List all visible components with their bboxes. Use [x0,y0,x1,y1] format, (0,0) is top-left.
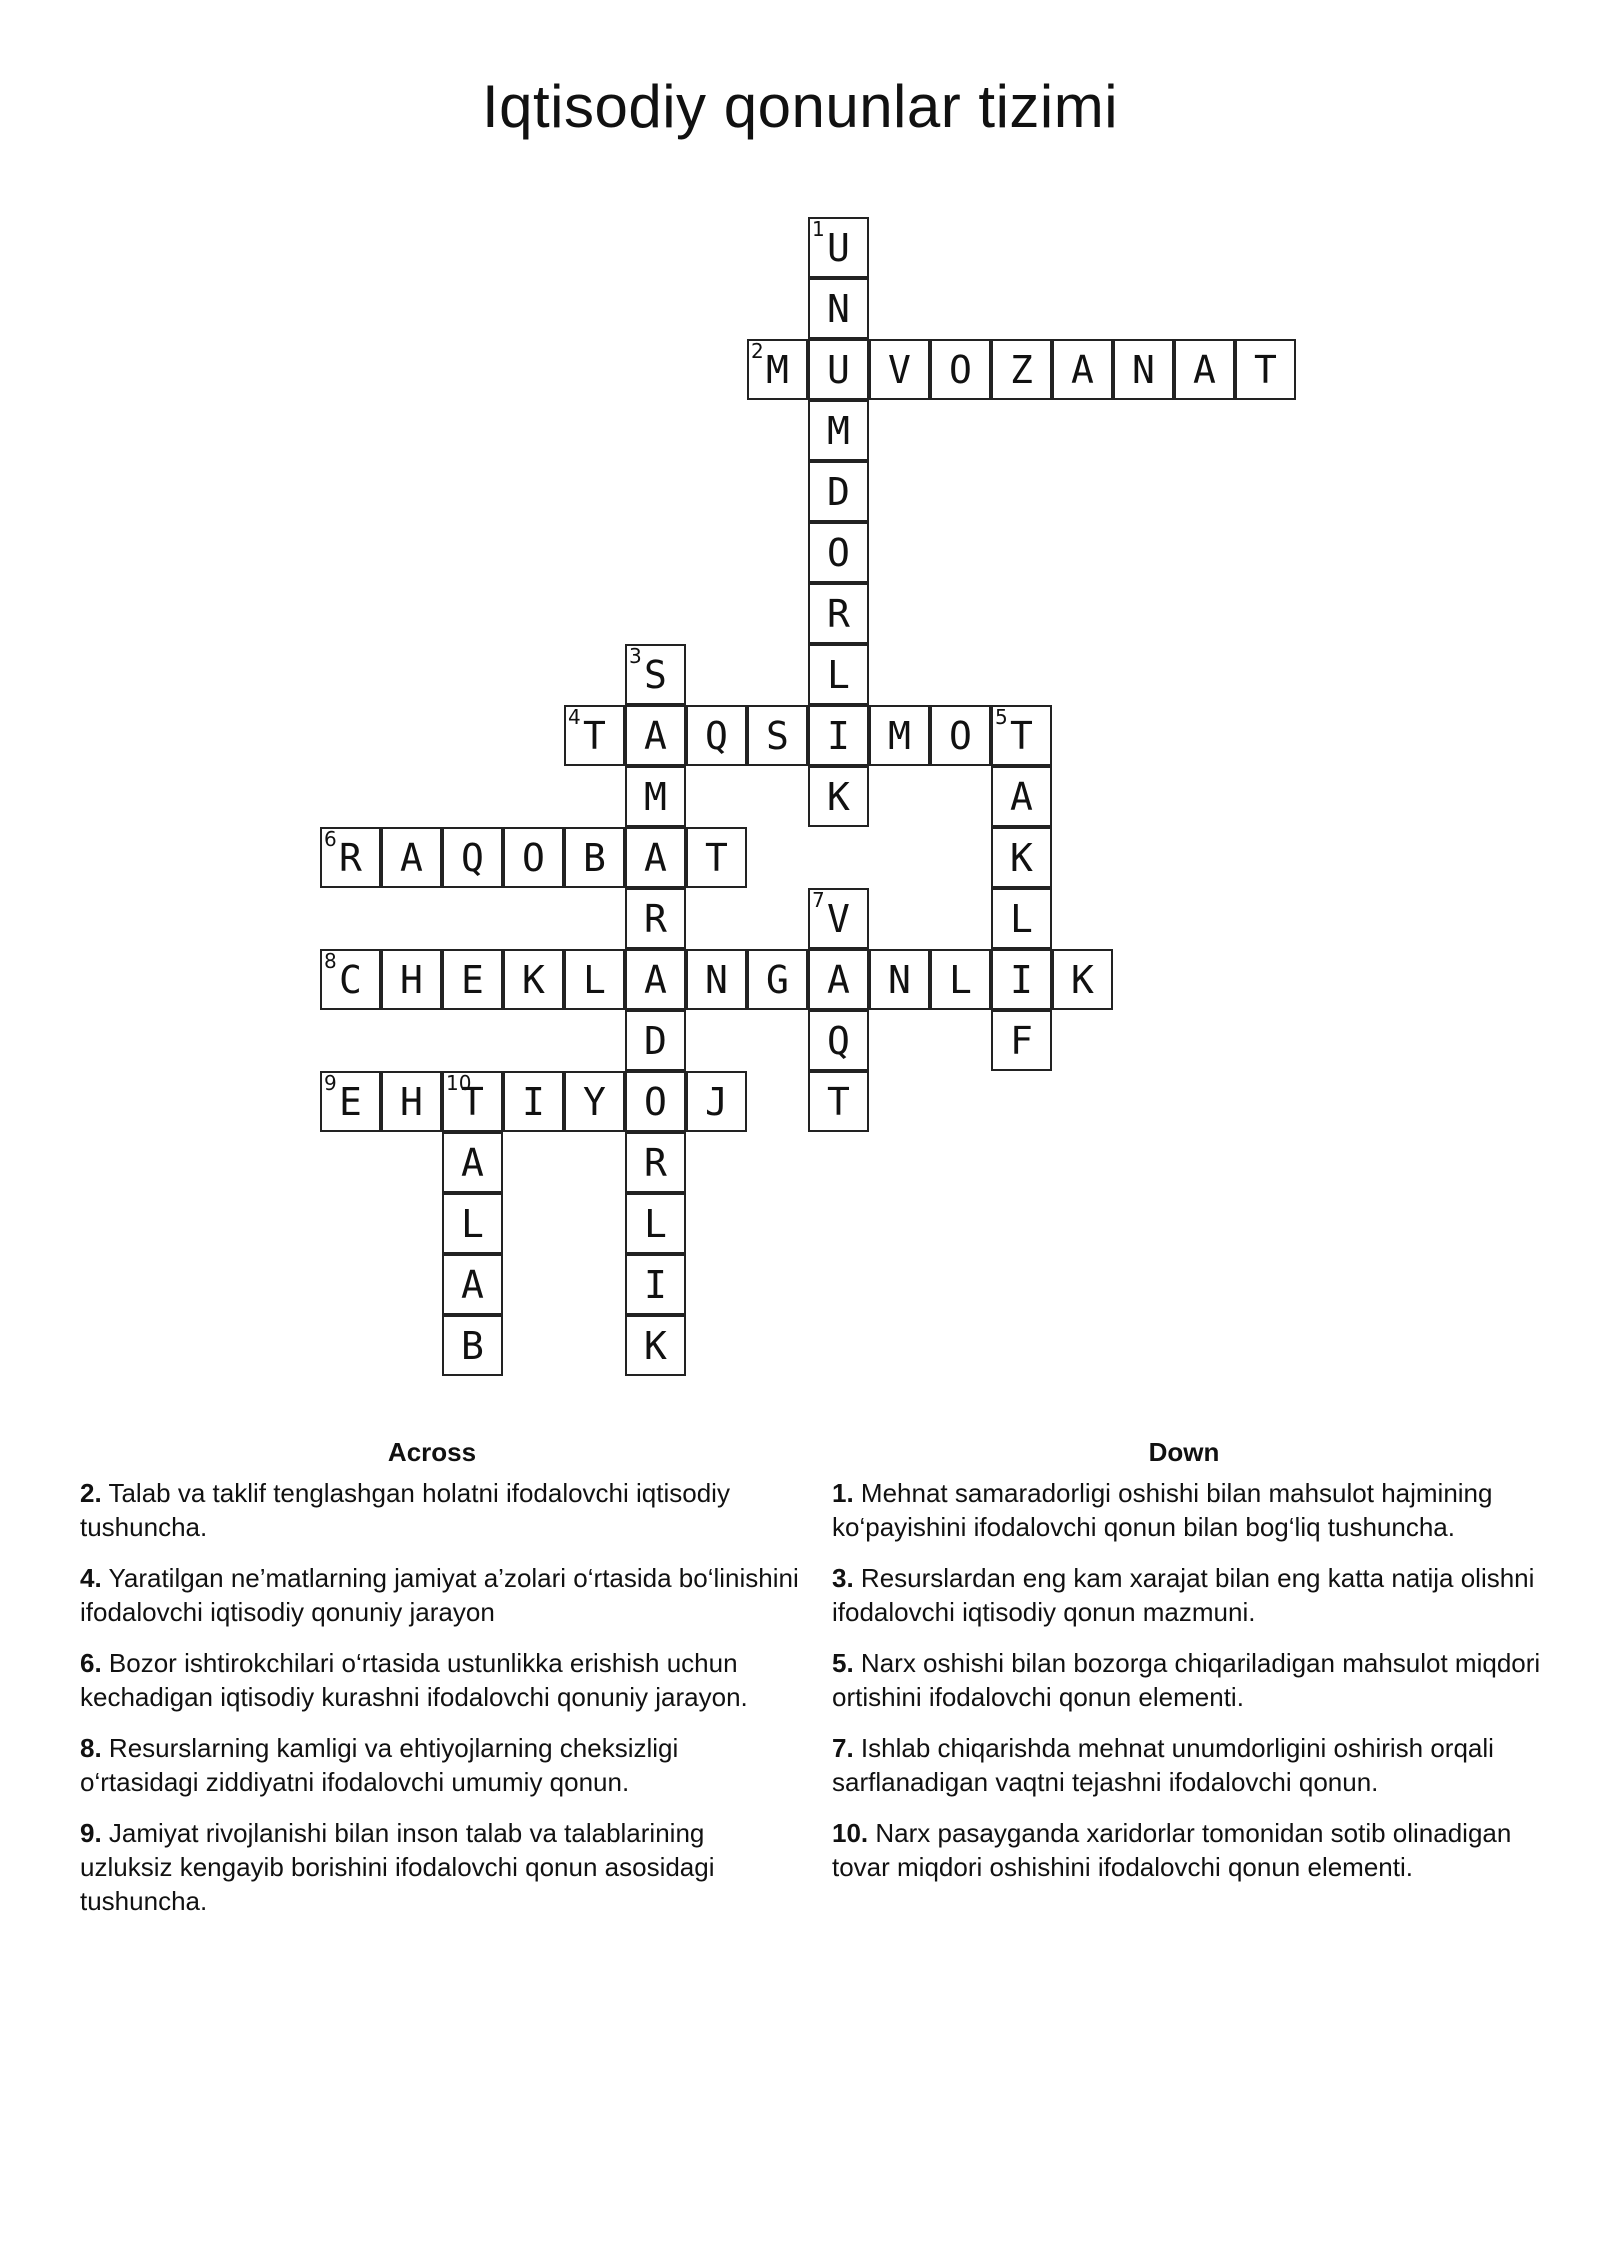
cell-letter: S [766,714,789,758]
cell-letter: L [583,958,606,1002]
grid-cell[interactable] [991,888,1052,949]
cell-letter: V [888,348,911,392]
grid-cell[interactable] [625,1315,686,1376]
grid-cell[interactable] [442,1254,503,1315]
cell-letter: Z [1010,348,1033,392]
grid-cell[interactable] [442,1071,503,1132]
grid-cell[interactable] [869,339,930,400]
cell-letter: L [644,1202,667,1246]
grid-cell[interactable] [808,644,869,705]
clue-number: 2. [80,1478,102,1508]
grid-cell[interactable] [991,339,1052,400]
cell-letter: R [644,897,667,941]
grid-cell[interactable] [869,949,930,1010]
down-clue [832,1561,1552,1629]
cell-letter: A [644,958,667,1002]
page-title: Iqtisodiy qonunlar tizimi [481,73,1119,140]
cell-letter: N [827,287,850,331]
cell-letter: H [400,958,423,1002]
grid-cell[interactable] [808,705,869,766]
grid-cell[interactable] [442,949,503,1010]
grid-cell[interactable] [747,949,808,1010]
grid-cell[interactable] [808,400,869,461]
clue-number: 3 [629,644,642,668]
clue-number: 3. [832,1563,854,1593]
cell-letter: B [461,1324,484,1368]
grid-cell[interactable] [686,1071,747,1132]
grid-cell[interactable] [625,1254,686,1315]
grid-cell[interactable] [1052,339,1113,400]
cell-letter: O [827,531,850,575]
down-clue-list [832,1476,1552,1901]
cell-letter: B [583,836,606,880]
cell-letter: Q [705,714,728,758]
grid-cell[interactable] [625,766,686,827]
grid-cell[interactable] [808,339,869,400]
cell-letter: K [827,775,850,819]
cell-letter: N [705,958,728,1002]
cell-letter: T [1254,348,1277,392]
down-clue [832,1646,1552,1714]
grid-cell[interactable] [320,1071,381,1132]
clue-text: Bozor ishtirokchilari o‘rtasida ustunlikka erishish uchun kechadigan iqtisodiy kurashni ifodalovchi qonuniy jarayon. [80,1648,748,1712]
grid-cell[interactable] [808,461,869,522]
grid-cell[interactable] [381,827,442,888]
cell-letter: M [827,409,850,453]
cell-letter: K [644,1324,667,1368]
grid-cell[interactable] [442,827,503,888]
grid-cell[interactable] [320,949,381,1010]
grid-cell[interactable] [625,888,686,949]
grid-cell[interactable] [564,1071,625,1132]
cell-letter: Q [827,1019,850,1063]
cell-letter: U [827,226,850,270]
clue-number: 5 [995,705,1008,729]
clue-number: 6 [324,827,337,851]
grid-cell[interactable] [381,949,442,1010]
grid-cell[interactable] [808,1071,869,1132]
clue-text: Narx pasayganda xaridorlar tomonidan sotib olinadigan tovar miqdori oshishini ifodalovchi qonun elementi. [832,1818,1512,1882]
cell-letter: D [644,1019,667,1063]
cell-letter: G [766,958,789,1002]
down-clue [832,1731,1552,1799]
grid-cell[interactable] [381,1071,442,1132]
clue-number: 5. [832,1648,854,1678]
cell-letter: F [1010,1019,1033,1063]
cell-letter: A [461,1263,484,1307]
cell-letter: C [339,958,362,1002]
cell-letter: A [644,836,667,880]
cell-letter: I [827,714,850,758]
cell-letter: K [522,958,545,1002]
cell-letter: V [827,897,850,941]
cell-letter: L [949,958,972,1002]
grid-cell[interactable] [442,1132,503,1193]
grid-cell[interactable] [625,1193,686,1254]
clue-number: 7 [812,888,825,912]
cell-letter: M [766,348,789,392]
clue-text: Jamiyat rivojlanishi bilan inson talab va talablarining uzluksiz kengayib borishini ifodalovchi qonun asosidagi tushuncha. [80,1818,715,1916]
grid-cell[interactable] [564,827,625,888]
clue-text: Talab va taklif tenglashgan holatni ifodalovchi iqtisodiy tushuncha. [80,1478,730,1542]
cell-letter: I [644,1263,667,1307]
cell-letter: S [644,653,667,697]
grid-cell[interactable] [808,949,869,1010]
clue-text: Yaratilgan ne’matlarning jamiyat a’zolari o‘rtasida bo‘linishini ifodalovchi iqtisodiy qonuniy jarayon [80,1563,799,1627]
cell-letter: N [1132,348,1155,392]
grid-cell[interactable] [1174,339,1235,400]
clue-text: Resurslardan eng kam xarajat bilan eng katta natija olishni ifodalovchi iqtisodiy qonun mazmuni. [832,1563,1535,1627]
cell-letter: A [400,836,423,880]
clue-number: 1. [832,1478,854,1508]
clue-number: 7. [832,1733,854,1763]
cell-letter: Q [461,836,484,880]
cell-letter: K [1010,836,1033,880]
cell-letter: T [705,836,728,880]
grid-cell[interactable] [686,705,747,766]
grid-cell[interactable] [1235,339,1296,400]
across-heading: Across [387,1437,477,1467]
clue-number: 9. [80,1818,102,1848]
grid-cell[interactable] [747,339,808,400]
across-clue [80,1476,800,1544]
grid-cell[interactable] [625,644,686,705]
grid-cell[interactable] [686,949,747,1010]
grid-cell[interactable] [808,1010,869,1071]
grid-cell[interactable] [442,1315,503,1376]
grid-cell[interactable] [1113,339,1174,400]
cell-letter: R [644,1141,667,1185]
grid-cell[interactable] [503,1071,564,1132]
grid-cell[interactable] [808,583,869,644]
grid-cell[interactable] [808,217,869,278]
cell-letter: R [827,592,850,636]
cell-letter: H [400,1080,423,1124]
grid-cell[interactable] [1052,949,1113,1010]
cell-letter: I [522,1080,545,1124]
cell-letter: L [827,653,850,697]
cell-letter: A [1193,348,1216,392]
grid-cell[interactable] [991,766,1052,827]
grid-cell[interactable] [625,1010,686,1071]
grid-cell[interactable] [442,1193,503,1254]
cell-letter: A [827,958,850,1002]
cell-letter: A [644,714,667,758]
clue-number: 8 [324,949,337,973]
clue-number: 8. [80,1733,102,1763]
cell-letter: M [888,714,911,758]
cell-letter: L [1010,897,1033,941]
grid-cell[interactable] [991,705,1052,766]
grid-cell[interactable] [991,827,1052,888]
grid-cell[interactable] [625,705,686,766]
cell-letter: T [827,1080,850,1124]
across-clue [80,1561,800,1629]
grid-cell[interactable] [930,949,991,1010]
grid-cell[interactable] [930,339,991,400]
grid-cell[interactable] [991,1010,1052,1071]
grid-cell[interactable] [930,705,991,766]
cell-letter: D [827,470,850,514]
grid-cell[interactable] [869,705,930,766]
cell-letter: L [461,1202,484,1246]
clue-number: 6. [80,1648,102,1678]
cell-letter: Y [583,1080,606,1124]
grid-cell[interactable] [564,705,625,766]
clue-text: Mehnat samaradorligi oshishi bilan mahsulot hajmining ko‘payishini ifodalovchi qonun bilan bog‘liq tushuncha. [832,1478,1493,1542]
grid-cell[interactable] [808,766,869,827]
cell-letter: E [461,958,484,1002]
grid-cell[interactable] [747,705,808,766]
cell-letter: I [1010,958,1033,1002]
grid-cell[interactable] [991,949,1052,1010]
across-clue-list [80,1476,800,1935]
grid-cell[interactable] [625,827,686,888]
down-clue [832,1476,1552,1544]
cell-letter: A [1071,348,1094,392]
grid-cell[interactable] [320,827,381,888]
cell-letter: R [339,836,362,880]
cell-letter: N [888,958,911,1002]
cell-letter: O [644,1080,667,1124]
grid-cell[interactable] [625,1132,686,1193]
grid-cell[interactable] [625,1071,686,1132]
down-clue [832,1816,1552,1884]
across-clue [80,1731,800,1799]
cell-letter: O [522,836,545,880]
grid-cell[interactable] [503,827,564,888]
grid-cell[interactable] [625,949,686,1010]
clue-number: 4. [80,1563,102,1593]
clue-number: 10. [832,1818,869,1848]
clue-number: 10 [446,1071,472,1095]
cell-letter: K [1071,958,1094,1002]
grid-cell[interactable] [564,949,625,1010]
cell-letter: E [339,1080,362,1124]
clue-text: Resurslarning kamligi va ehtiyojlarning cheksizligi o‘rtasidagi ziddiyatni ifodalovchi umumiy qonun. [80,1733,679,1797]
across-clue [80,1646,800,1714]
grid-cell[interactable] [503,949,564,1010]
grid-cell[interactable] [808,278,869,339]
clue-number: 2 [751,339,764,363]
cell-letter: T [1010,714,1033,758]
clue-number: 4 [568,705,581,729]
clue-number: 1 [812,217,825,241]
cell-letter: J [705,1080,728,1124]
clue-text: Ishlab chiqarishda mehnat unumdorligini oshirish orqali sarflanadigan vaqtni tejashni ifodalovchi qonun. [832,1733,1494,1797]
cell-letter: O [949,348,972,392]
cell-letter: M [644,775,667,819]
grid-cell[interactable] [808,888,869,949]
cell-letter: T [583,714,606,758]
cell-letter: U [827,348,850,392]
cell-letter: O [949,714,972,758]
cell-letter: T [461,1080,484,1124]
grid-cell[interactable] [686,827,747,888]
clue-number: 9 [324,1071,337,1095]
down-heading: Down [1148,1437,1220,1467]
grid-cell[interactable] [808,522,869,583]
cell-letter: A [1010,775,1033,819]
cell-letter: A [461,1141,484,1185]
across-clue [80,1816,800,1918]
clue-text: Narx oshishi bilan bozorga chiqariladigan mahsulot miqdori ortishini ifodalovchi qonun elementi. [832,1648,1541,1712]
